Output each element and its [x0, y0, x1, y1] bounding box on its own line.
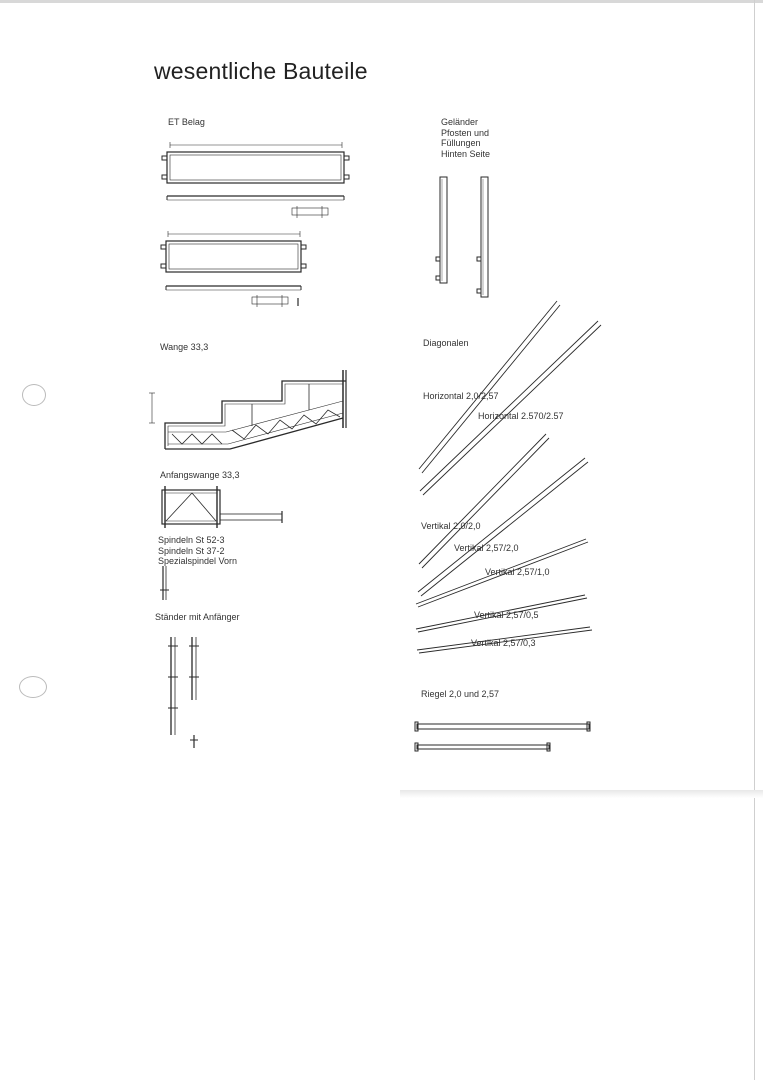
label-horizontal-1: Horizontal 2,0/2,57	[423, 391, 499, 401]
gelaender-posts-drawing	[436, 177, 488, 297]
label-spindeln-st37: Spindeln St 37-2	[158, 545, 225, 556]
page-title: wesentliche Bauteile	[154, 58, 368, 84]
diagonalen-drawing	[416, 301, 601, 653]
label-vertikal-5: Vertikal 2,57/0,3	[471, 638, 536, 648]
label-spezialspindel: Spezialspindel Vorn	[158, 556, 238, 566]
label-vertikal-1: Vertikal 2,0/2,0	[421, 521, 481, 531]
label-spindeln-st52: Spindeln St 52-3	[158, 535, 225, 545]
staender-drawing	[168, 637, 199, 748]
label-gelaender-4: Hinten Seite	[441, 148, 491, 159]
riegel-drawing	[415, 722, 590, 751]
anfangswange-drawing	[162, 486, 282, 528]
label-et-belag: ET Belag	[168, 117, 205, 127]
label-horizontal-2: Horizontal 2.570/2.57	[478, 411, 564, 421]
label-gelaender-3: Füllungen	[441, 138, 481, 148]
label-gelaender-2: Pfosten und	[441, 127, 490, 138]
label-diagonalen: Diagonalen	[423, 338, 469, 348]
label-riegel: Riegel 2,0 und 2,57	[421, 689, 500, 699]
label-vertikal-4: Vertikal 2,57/0,5	[474, 610, 539, 620]
et-belag-long-side-view	[167, 196, 344, 218]
label-vertikal-3: Vertikal 2,57/1,0	[485, 567, 550, 577]
et-belag-long-top-view	[162, 142, 349, 183]
label-wange: Wange 33,3	[160, 342, 209, 352]
label-staender: Ständer mit Anfänger	[155, 612, 240, 622]
label-vertikal-2: Vertikal 2,57/2,0	[454, 543, 519, 553]
wange-stringer-drawing	[149, 370, 346, 449]
label-gelaender-1: Geländer	[441, 117, 479, 127]
et-belag-short-top-view	[161, 231, 306, 272]
label-anfangswange: Anfangswange 33,3	[160, 470, 240, 480]
et-belag-short-side-view	[166, 286, 301, 307]
spindel-drawing	[160, 566, 169, 600]
